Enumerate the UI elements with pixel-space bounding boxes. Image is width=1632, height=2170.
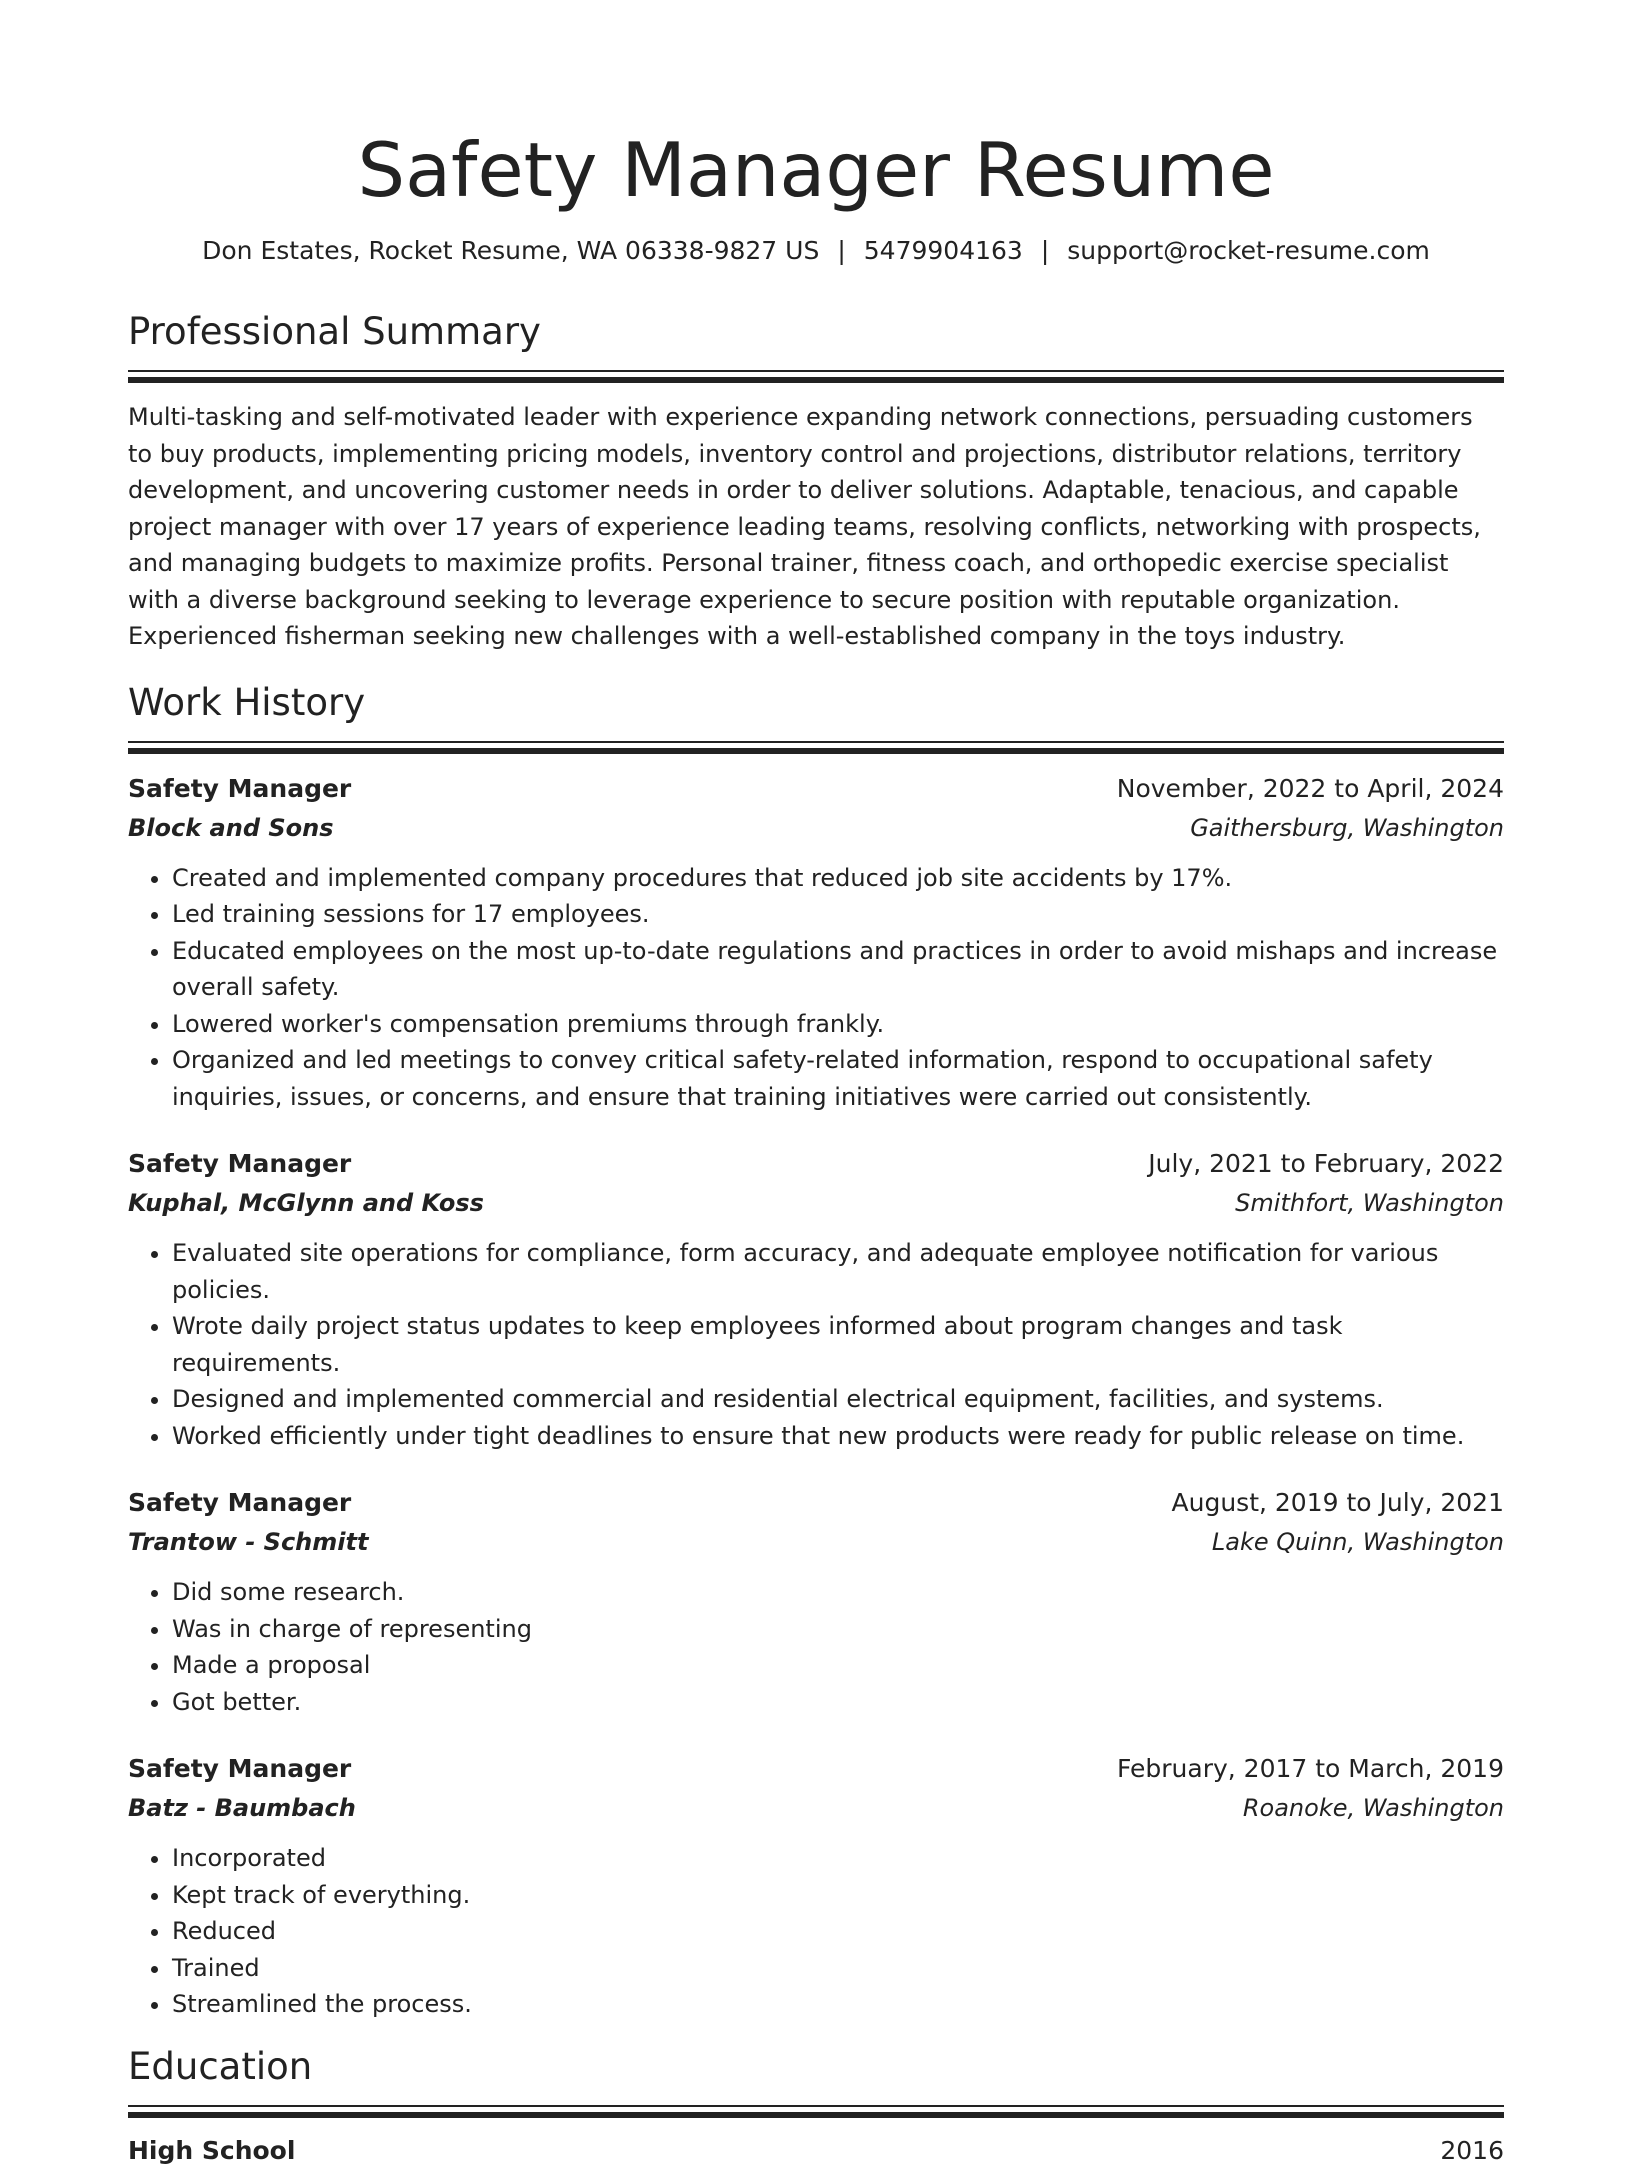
list-item: • Streamlined the process. xyxy=(172,1986,1504,2023)
job-title: Safety Manager xyxy=(128,1488,352,1517)
job-location: Gaithersburg, Washington xyxy=(1190,813,1504,842)
job-location: Roanoke, Washington xyxy=(1242,1794,1504,1822)
resume-page xyxy=(128,0,1504,2170)
list-item: • Did some research. xyxy=(172,1574,1504,1611)
list-item: • Evaluated site operations for compliance, form accuracy, and adequate employee notification for various policies. xyxy=(172,1235,1504,1308)
contact-email: support@rocket-resume.com xyxy=(1067,236,1430,265)
job-bullets xyxy=(128,1840,1504,2023)
section-divider xyxy=(128,741,1504,754)
list-item: • Designed and implemented commercial and residential electrical equipment, facilities, and systems. xyxy=(172,1381,1504,1418)
list-item: • Organized and led meetings to convey critical safety-related information, respond to occupational safety inquiries, issues, or concerns, and ensure that training initiatives were carried out consistently. xyxy=(172,1042,1504,1115)
job-bullets xyxy=(128,1235,1504,1454)
education-entry xyxy=(128,2132,1504,2170)
job-location: Lake Quinn, Washington xyxy=(1211,1528,1504,1556)
list-item: • Reduced xyxy=(172,1913,1504,1950)
contact-separator: | xyxy=(1040,236,1050,265)
job-title: Safety Manager xyxy=(128,773,352,803)
job-title: Safety Manager xyxy=(128,1754,352,1783)
list-item: • Was in charge of representing xyxy=(172,1611,1504,1648)
contact-address: Don Estates, Rocket Resume, WA 06338-9827 US xyxy=(202,236,820,265)
job-entry xyxy=(128,1484,1504,1720)
list-item: • Educated employees on the most up-to-date regulations and practices in order to avoid mishaps and increase overall safety. xyxy=(172,933,1504,1006)
list-item: • Made a proposal xyxy=(172,1647,1504,1684)
list-item: • Worked efficiently under tight deadlines to ensure that new products were ready for public release on time. xyxy=(172,1418,1504,1455)
job-dates: February, 2017 to March, 2019 xyxy=(1116,1754,1504,1783)
list-item: • Incorporated xyxy=(172,1840,1504,1877)
job-location: Smithfort, Washington xyxy=(1235,1189,1504,1217)
work-history-heading: Work History xyxy=(128,680,366,724)
list-item: • Got better. xyxy=(172,1684,1504,1721)
contact-phone: 5479904163 xyxy=(863,236,1023,265)
education-year: 2016 xyxy=(1440,2135,1504,2165)
job-bullets xyxy=(128,1574,1504,1720)
education-section xyxy=(128,2043,1504,2170)
job-dates: July, 2021 to February, 2022 xyxy=(1148,1149,1504,1178)
page-title: Safety Manager Resume xyxy=(357,126,1275,214)
list-item: • Trained xyxy=(172,1950,1504,1987)
job-entry xyxy=(128,1145,1504,1454)
section-divider xyxy=(128,370,1504,383)
job-company: Batz - Baumbach xyxy=(128,1794,356,1822)
job-entry xyxy=(128,770,1504,1116)
job-title: Safety Manager xyxy=(128,1149,352,1178)
list-item: • Kept track of everything. xyxy=(172,1877,1504,1914)
summary-heading: Professional Summary xyxy=(128,310,541,353)
list-item: • Wrote daily project status updates to keep employees informed about program changes and task requirements. xyxy=(172,1308,1504,1381)
list-item: • Created and implemented company procedures that reduced job site accidents by 17%. xyxy=(172,860,1504,897)
job-dates: November, 2022 to April, 2024 xyxy=(1116,773,1504,803)
job-entry xyxy=(128,1750,1504,2023)
education-degree: High School xyxy=(128,2135,296,2165)
contact-line xyxy=(128,234,1504,268)
contact-separator: | xyxy=(837,236,846,265)
education-heading: Education xyxy=(128,2044,313,2088)
summary-text: Multi-tasking and self-motivated leader with experience expanding network connections, persuading customers to buy products, implementing pricing models, inventory control and projections, distributor relations, territory development, and uncovering customer needs in order to deliver solutions. Adaptable, tenacious, and capable project manager with over 17 years of experience leading teams, resolving conflicts, networking with prospects, and managing budgets to maximize profits. Personal trainer, fitness coach, and orthopedic exercise specialist with a diverse background seeking to leverage experience to secure position with reputable organization. Experienced fisherman seeking new challenges with a well-established company in the toys industry. xyxy=(128,403,1481,650)
job-company: Block and Sons xyxy=(128,813,334,842)
section-divider xyxy=(128,2105,1504,2118)
summary-section xyxy=(128,308,1504,655)
job-dates: August, 2019 to July, 2021 xyxy=(1171,1488,1504,1517)
list-item: • Led training sessions for 17 employees. xyxy=(172,896,1504,933)
job-bullets xyxy=(128,860,1504,1116)
work-history-section xyxy=(128,679,1504,2023)
job-company: Kuphal, McGlynn and Koss xyxy=(128,1189,484,1217)
job-company: Trantow - Schmitt xyxy=(128,1528,369,1556)
list-item: • Lowered worker's compensation premiums through frankly. xyxy=(172,1006,1504,1043)
